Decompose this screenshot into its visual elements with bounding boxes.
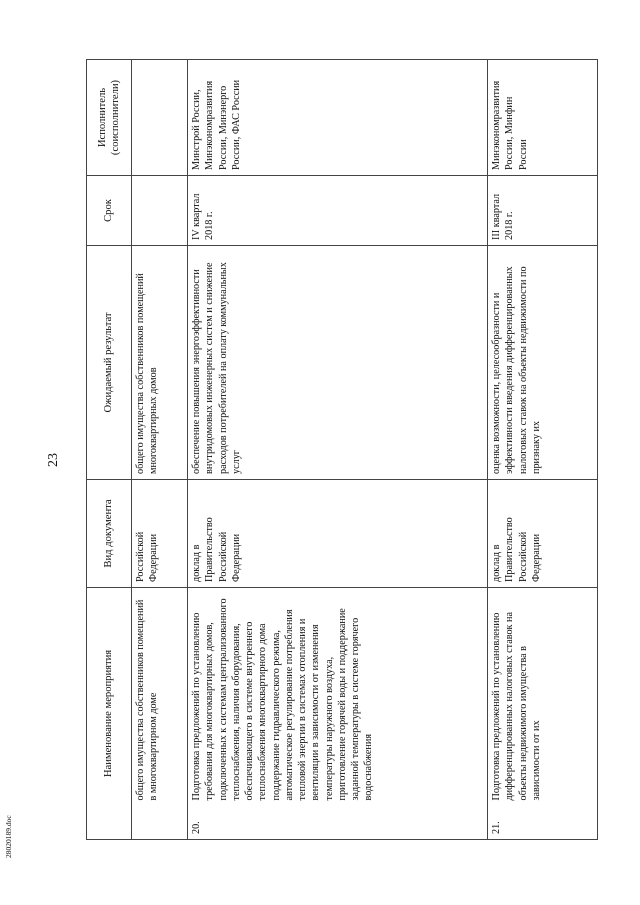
row-result: обеспечение повышения энергоэффективности внутридомовых инженерных систем и снижение расходов потребителей на оплату коммунальных услуг [188, 245, 488, 479]
row-executor [132, 59, 188, 175]
row-number: 21. [488, 806, 598, 840]
row-result: общего имущества собственников помещений многоквартирных домов [132, 245, 188, 479]
table-row [188, 59, 488, 839]
row-name: Подготовка предложений по установлению требования для многоквартирных домов, подключенных к системам централизованного теплоснабжения, наличия оборудования, обеспечивающего в системе внутреннего теплоснабжения многоквартирного дома поддержание гидравлического режима, автоматическое регулирование потребления тепловой энергии в системах отопления и вентиляции в зависимости от изменения температуры наружного воздуха, приготовление горячей воды и поддержание заданной температуры в системе горячего водоснабжения [188, 587, 488, 805]
header-result: Ожидаемый результат [87, 245, 132, 479]
row-number [132, 806, 188, 840]
row-name: общего имущества собственников помещений в многоквартирном доме [132, 587, 188, 805]
row-executor: Минстрой России, Минэкономразвития России, Минэнерго России, ФАС России [188, 59, 488, 175]
row-deadline: IV квартал 2018 г. [188, 175, 488, 245]
row-deadline: III квартал 2018 г. [488, 175, 598, 245]
row-deadline [132, 175, 188, 245]
header-executor: Исполнитель (соисполнители) [87, 59, 132, 175]
row-doc-type: доклад в Правительство Российской Федерации [488, 479, 598, 587]
header-name: Наименование мероприятия [87, 587, 132, 839]
header-deadline: Срок [87, 175, 132, 245]
page-number: 23 [46, 453, 61, 467]
table-row [132, 59, 188, 839]
document-id: 28020189.doc [4, 815, 13, 858]
measures-table-container [86, 60, 626, 840]
header-doc-type: Вид документа [87, 479, 132, 587]
row-executor: Минэкономразвития России, Минфин России [488, 59, 598, 175]
table-row [488, 59, 598, 839]
row-result: оценка возможности, целесообразности и эффективности введения дифференцированных налоговых ставок на объекты недвижимости по признаку их [488, 245, 598, 479]
row-doc-type: доклад в Правительство Российской Федерации [188, 479, 488, 587]
row-name: Подготовка предложений по установлению дифференцированных налоговых ставок на объекты недвижимого имущества в зависимости от их [488, 587, 598, 805]
row-number: 20. [188, 806, 488, 840]
table-header-row [87, 59, 132, 839]
row-doc-type: Российской Федерации [132, 479, 188, 587]
measures-table [86, 59, 598, 840]
